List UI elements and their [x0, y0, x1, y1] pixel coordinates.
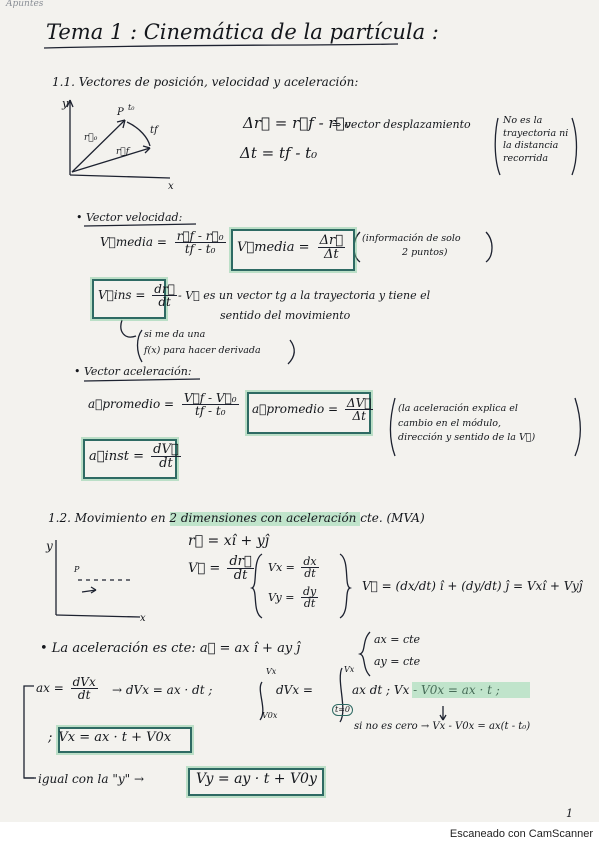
eq-vy: Vy = $\frac{dy}{dt}$: [268, 585, 317, 610]
diagram1-x-label: x: [168, 181, 174, 192]
sino-line: si no es cero → Vx - V0x = ax(t - t₀): [354, 721, 531, 732]
eq-r: r⃗ = xî + yĵ: [188, 533, 269, 549]
vins-note-line1: - V⃗ es un vector tg a la trayectoria y tiene el: [178, 289, 431, 302]
eq-dvx: → dVx = ax · dt ;: [112, 683, 213, 697]
eq-apromedio: a⃗promedio = $\frac{\text{V⃗f - V⃗₀}}{\text{tf - t₀}}$: [88, 391, 237, 418]
displacement-label: ⇒ vector desplazamiento: [332, 118, 471, 131]
integral-highlight: [412, 682, 530, 698]
eq-vx-final: ; Vx = ax · t + V0x: [48, 730, 172, 745]
eq-vy-final: Vy = ay · t + V0y: [196, 771, 317, 787]
integral-body: dVx =: [276, 683, 313, 697]
diagram2-x-label: x: [140, 613, 146, 624]
diagram1-y-label: y: [62, 97, 69, 110]
vmedia-note: (información de solo 2 puntos): [362, 233, 461, 258]
hook-note: si me da una f(x) para hacer derivada: [144, 329, 261, 356]
eq-v-deriv: V⃗ = $\frac{dr⃗}{dt}$: [188, 554, 252, 583]
bullet-vector-velocidad: • Vector velocidad:: [76, 211, 183, 224]
diagram1-rf: r⃗f: [116, 147, 130, 157]
eq-vins: V⃗ins = $\frac{dr⃗}{dt}$: [98, 282, 175, 309]
eq-vx: Vx = $\frac{dx}{dt}$: [268, 555, 317, 580]
t0-label: t=0: [332, 704, 353, 716]
page-number: 1: [566, 807, 573, 820]
section-1-1-heading: 1.1. Vectores de posición, velocidad y aceleración:: [52, 75, 359, 89]
ax-cte: ax = cte: [374, 633, 421, 646]
acc-note: (la aceleración explica el cambio en el módulo, dirección y sentido de la V⃗): [398, 403, 536, 443]
eq-vmedia-boxed: V⃗media = $\frac{\Delta r⃗}{\Delta t}$: [237, 233, 344, 262]
vins-note-line2: sentido del movimiento: [220, 309, 351, 322]
diagram1-tf: tf: [150, 125, 158, 136]
diagram2-y-label: y: [46, 539, 53, 553]
diagram1-r0: r⃗₀: [84, 133, 98, 143]
corner-mark: Apuntes: [6, 0, 44, 9]
acc-constant-line: • La aceleración es cte: a⃗ = ax î + ay ĵ: [40, 641, 301, 656]
diagram1-point-p: P: [117, 107, 124, 118]
bullet-vector-aceleracion: • Vector aceleración:: [74, 365, 192, 378]
eq-ax-deriv: ax = $\frac{\text{dVx}}{dt}$: [36, 675, 96, 702]
page-title: Tema 1 : Cinemática de la partícula :: [46, 20, 439, 44]
diagram2-point-p: P: [74, 565, 80, 574]
integral2-upper: Vx: [344, 665, 355, 674]
displacement-note: No es la trayectoria ni la distancia recorrida: [503, 115, 569, 164]
eq-vmedia: V⃗media = $\frac{\text{r⃗f - r⃗₀}}{\text{tf - t₀}}$: [100, 229, 224, 256]
diagram1-t0: t₀: [128, 103, 135, 112]
eq-delta-t: Δt = tf - t₀: [240, 144, 318, 162]
integral-lower: V0x: [262, 711, 278, 720]
x-axis-1: [70, 175, 170, 178]
igual-line: igual con la "y" →: [38, 772, 145, 786]
footer-bar: [0, 822, 599, 848]
integral2-body: ax dt ; Vx - V0x = ax · t ;: [352, 683, 500, 697]
footer-watermark: Escaneado con CamScanner: [449, 828, 593, 840]
eq-displacement: Δr⃗ = r⃗f - r⃗₀: [243, 114, 351, 132]
ay-cte: ay = cte: [374, 655, 421, 668]
integral-upper: Vx: [266, 667, 277, 676]
section-1-2-heading: 1.2. Movimiento en 2 dimensiones con aceleración cte. (MVA): [48, 511, 425, 525]
eq-v-components: V⃗ = (dx/dt) î + (dy/dt) ĵ = Vxî + Vyĵ: [362, 579, 583, 593]
eq-ainst: a⃗inst = $\frac{dV⃗}{dt}$: [89, 442, 179, 471]
eq-apromedio-boxed: a⃗promedio = $\frac{\Delta V⃗}{\Delta t}$: [252, 396, 372, 423]
